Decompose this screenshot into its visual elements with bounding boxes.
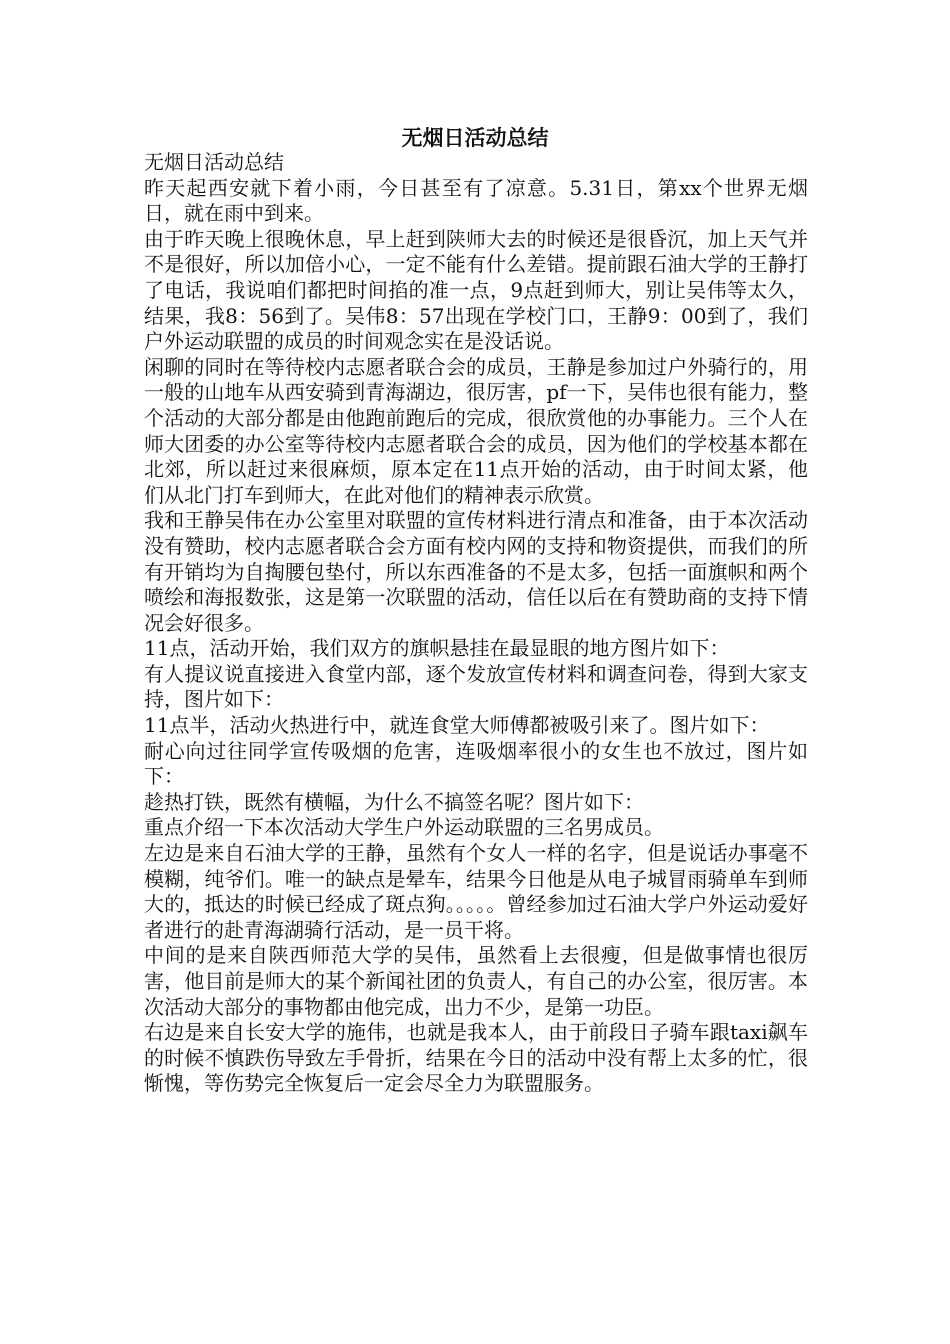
paragraph: 左边是来自石油大学的王静，虽然有个女人一样的名字，但是说话办事毫不模糊，纯爷们。唯一的缺点是晕车，结果今日他是从电子城冒雨骑单车到师大的，抵达的时候已经成了斑点狗。。。。。曾经参加过石油大学户外运动爱好者进行的赴青海湖骑行活动，是一员干将。 bbox=[144, 841, 808, 942]
paragraph: 右边是来自长安大学的施伟，也就是我本人，由于前段日子骑车跟taxi飙车的时候不慎跌伤导致左手骨折，结果在今日的活动中没有帮上太多的忙，很惭愧，等伤势完全恢复后一定会尽全力为联盟服务。 bbox=[144, 1020, 808, 1096]
paragraph-heading: 无烟日活动总结 bbox=[144, 150, 284, 174]
paragraph: 趁热打铁，既然有横幅，为什么不搞签名呢？图片如下： bbox=[144, 789, 644, 814]
document-body bbox=[144, 150, 808, 1097]
paragraph: 昨天起西安就下着小雨，今日甚至有了凉意。5.31日，第xx个世界无烟日，就在雨中到来。 bbox=[144, 175, 808, 226]
paragraph: 有人提议说直接进入食堂内部，逐个发放宣传材料和调查问卷，得到大家支持，图片如下： bbox=[144, 661, 808, 712]
paragraph: 11点半，活动火热进行中，就连食堂大师傅都被吸引来了。图片如下： bbox=[144, 713, 770, 738]
paragraph: 闲聊的同时在等待校内志愿者联合会的成员，王静是参加过户外骑行的，用一般的山地车从西安骑到青海湖边，很厉害，pf一下，吴伟也很有能力，整个活动的大部分都是由他跑前跑后的完成，很欣赏他的办事能力。三个人在师大团委的办公室等待校内志愿者联合会的成员，因为他们的学校基本都在北郊，所以赶过来很麻烦，原本定在11点开始的活动，由于时间太紧，他们从北门打车到师大，在此对他们的精神表示欣赏。 bbox=[144, 354, 808, 507]
paragraph: 重点介绍一下本次活动大学生户外运动联盟的三名男成员。 bbox=[144, 815, 664, 840]
paragraph: 11点，活动开始，我们双方的旗帜悬挂在最显眼的地方图片如下： bbox=[144, 636, 730, 661]
paragraph: 我和王静吴伟在办公室里对联盟的宣传材料进行清点和准备，由于本次活动没有赞助，校内志愿者联合会方面有校内网的支持和物资提供，而我们的所有开销均为自掏腰包垫付，所以东西准备的不是太多，包括一面旗帜和两个喷绘和海报数张，这是第一次联盟的活动，信任以后在有赞助商的支持下情况会好很多。 bbox=[144, 508, 808, 635]
paragraph: 耐心向过往同学宣传吸烟的危害，连吸烟率很小的女生也不放过，图片如下： bbox=[144, 738, 808, 789]
paragraph: 中间的是来自陕西师范大学的吴伟，虽然看上去很瘦，但是做事情也很厉害，他目前是师大的某个新闻社团的负责人，有自己的办公室，很厉害。本次活动大部分的事物都由他完成，出力不少，是第一功臣。 bbox=[144, 943, 808, 1019]
paragraph: 由于昨天晚上很晚休息，早上赶到陕师大去的时候还是很昏沉，加上天气并不是很好，所以加倍小心，一定不能有什么差错。提前跟石油大学的王静打了电话，我说咱们都把时间掐的准一点，9点赶到师大，别让吴伟等太久，结果，我8：56到了。吴伟8：57出现在学校门口，王静9：00到了，我们户外运动联盟的成员的时间观念实在是没话说。 bbox=[144, 226, 808, 354]
document-title: 无烟日活动总结 bbox=[401, 125, 549, 150]
